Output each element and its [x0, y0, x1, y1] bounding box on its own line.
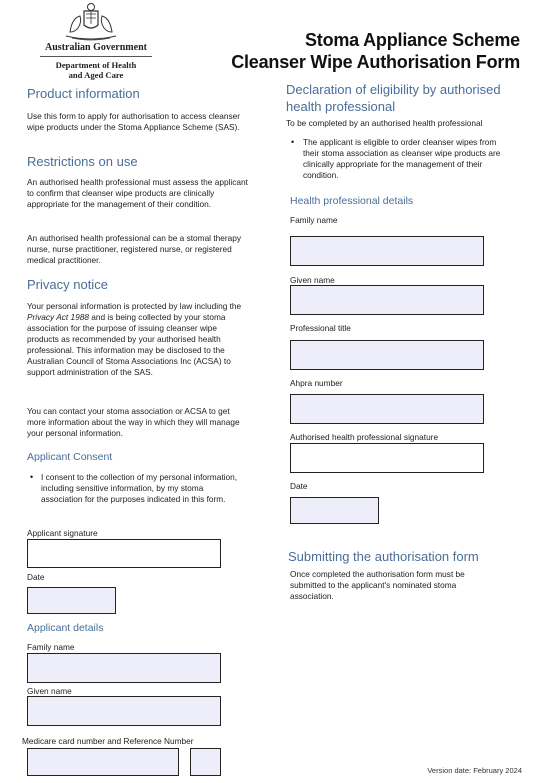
restrictions-paragraph-2: An authorised health professional can be a stomal therapy nurse, nurse practitioner, registered nurse, or registered medical practitioner.	[27, 233, 242, 265]
applicant-given-name-label: Given name	[27, 686, 72, 696]
department-name	[40, 60, 152, 80]
applicant-given-name-field[interactable]	[27, 696, 221, 726]
professional-title-label: Professional title	[290, 323, 351, 333]
applicant-consent-heading: Applicant Consent	[27, 451, 113, 463]
applicant-date-field[interactable]	[27, 587, 116, 614]
header-divider	[40, 56, 152, 57]
privacy-paragraph-2: You can contact your stoma association or ACSA to get more information about the way in which they will manage your personal information.	[27, 406, 240, 438]
hp-given-name-field[interactable]	[290, 285, 484, 315]
medicare-reference-field[interactable]	[190, 748, 221, 776]
ahpra-number-field[interactable]	[290, 394, 484, 424]
declaration-statement: The applicant is eligible to order cleanser wipes from their stoma association as cleanser wipe products are clinically appropriate for the management of their condition.	[303, 137, 501, 180]
applicant-family-name-field[interactable]	[27, 653, 221, 683]
privacy-paragraph-1	[27, 301, 249, 378]
hp-given-name-label: Given name	[290, 275, 335, 285]
hp-date-label: Date	[290, 481, 308, 491]
privacy-text-part-a: Your personal information is protected by law including the	[27, 301, 242, 311]
form-title-line-1: Stoma Appliance Scheme	[304, 30, 520, 50]
department-line-1: Department of Health	[55, 60, 137, 70]
privacy-notice-heading: Privacy notice	[27, 277, 108, 292]
applicant-signature-label: Applicant signature	[27, 528, 98, 538]
applicant-family-name-label: Family name	[27, 642, 75, 652]
product-information-text: Use this form to apply for authorisation to access cleanser wipe products under the Stoma Appliance Scheme (SAS).	[27, 111, 241, 132]
hp-family-name-label: Family name	[290, 215, 338, 225]
hp-signature-label: Authorised health professional signature	[290, 432, 439, 442]
form-title-line-2: Cleanser Wipe Authorisation Form	[231, 52, 520, 72]
submitting-heading: Submitting the authorisation form	[288, 549, 479, 564]
product-information-heading: Product information	[27, 86, 140, 101]
privacy-act-name: Privacy Act 1988	[27, 312, 89, 322]
hp-family-name-field[interactable]	[290, 236, 484, 266]
government-name: Australian Government	[45, 42, 147, 53]
coat-of-arms-logo	[62, 2, 120, 42]
ahpra-number-label: Ahpra number	[290, 378, 343, 388]
declaration-heading: Declaration of eligibility by authorised health professional	[286, 82, 501, 114]
medicare-number-field[interactable]	[27, 748, 179, 776]
consent-statement: I consent to the collection of my personal information, including sensitive information, by my stoma association for the purposes indicated in this form.	[41, 472, 238, 504]
declaration-subheading: To be completed by an authorised health professional	[286, 118, 483, 128]
applicant-date-label: Date	[27, 572, 45, 582]
restrictions-heading: Restrictions on use	[27, 154, 138, 169]
version-date: Version date: February 2024	[427, 766, 522, 775]
medicare-label: Medicare card number and Reference Number	[22, 736, 194, 746]
hp-signature-field[interactable]	[290, 443, 484, 473]
applicant-details-heading: Applicant details	[27, 622, 104, 634]
restrictions-paragraph-1: An authorised health professional must assess the applicant to confirm that cleanser wipe products are clinically appropriate for the management of their condition.	[27, 177, 248, 209]
privacy-text-part-b: and is being collected by your stoma association for the purpose of issuing cleanser wipe products as recommended by your authorised health professional. This information may be disclosed to the Australian Council of Stoma Associations Inc (ACSA) to support administration of the SAS.	[27, 312, 231, 377]
hp-date-field[interactable]	[290, 497, 379, 524]
professional-title-field[interactable]	[290, 340, 484, 370]
department-line-2: and Aged Care	[68, 70, 124, 80]
submitting-text: Once completed the authorisation form must be submitted to the applicant's nominated stoma association.	[290, 569, 465, 601]
applicant-signature-field[interactable]	[27, 539, 221, 568]
health-professional-details-heading: Health professional details	[290, 195, 414, 207]
bullet-icon: •	[291, 137, 295, 147]
bullet-icon: •	[30, 472, 34, 482]
